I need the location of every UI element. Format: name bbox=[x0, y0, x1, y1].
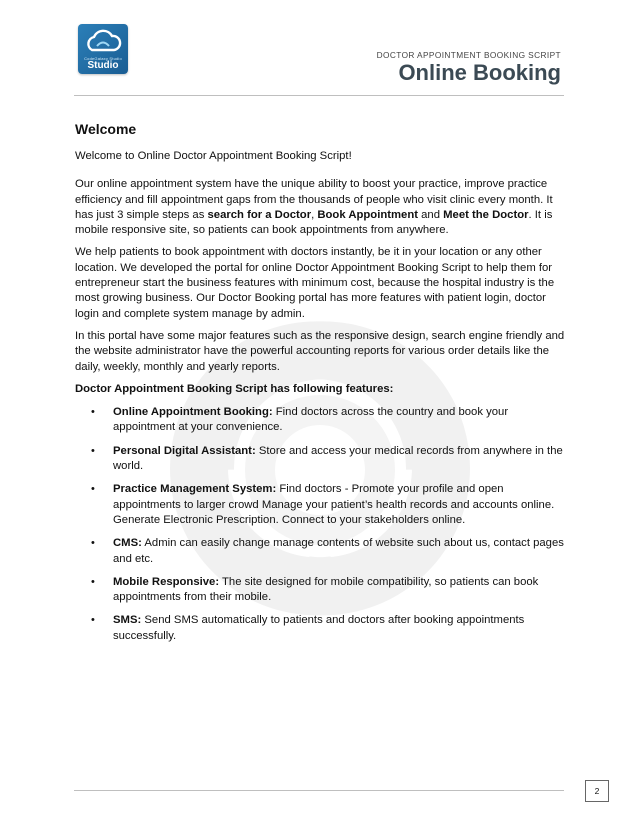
bullet-icon: • bbox=[91, 575, 95, 588]
bullet-icon: • bbox=[91, 406, 95, 419]
footer-divider bbox=[74, 790, 564, 791]
bullet-icon: • bbox=[91, 483, 95, 496]
logo-tagline: CodeGalaxy Studio bbox=[84, 56, 122, 61]
bullet-icon: • bbox=[91, 614, 95, 627]
document-title: Online Booking bbox=[398, 60, 561, 85]
intro-paragraph: Welcome to Online Doctor Appointment Booking Script! bbox=[75, 150, 352, 162]
logo-wordmark: Studio bbox=[87, 60, 119, 71]
feature-item bbox=[75, 536, 565, 567]
feature-description: Find doctors across the country and book your appointment at your convenience. bbox=[113, 406, 509, 434]
steps-text-before: Our online appointment system have the unique ability to boost your practice, improve practice efficiency and fill appointment gaps from the thousands of people who visit clinic every month. It has just 3 simple steps as bbox=[75, 178, 553, 221]
step-meet-doctor: Meet the Doctor bbox=[443, 208, 529, 221]
feature-name: CMS: bbox=[113, 537, 142, 550]
bullet-icon: • bbox=[91, 537, 95, 550]
step-book-appointment: Book Appointment bbox=[317, 208, 418, 221]
cloud-logo-icon bbox=[78, 24, 128, 58]
header-divider bbox=[74, 95, 564, 96]
feature-name: SMS: bbox=[113, 614, 142, 627]
page-number: 2 bbox=[585, 780, 609, 802]
feature-description: Send SMS automatically to patients and doctors after booking appointments successfully. bbox=[113, 614, 525, 642]
feature-name: Mobile Responsive: bbox=[113, 575, 220, 588]
feature-description: Admin can easily change manage contents of website such about us, contact pages and etc. bbox=[113, 537, 564, 565]
feature-description: Find doctors - Promote your profile and open appointments to larger crowd Manage your patient’s health records and accounts online. Generate Electronic Prescription. Connect to your stakeholders online. bbox=[113, 483, 555, 526]
steps-text-after: . It is mobile responsive site, so patients can book appointments from anywhere. bbox=[75, 208, 553, 237]
feature-name: Practice Management System: bbox=[113, 483, 277, 496]
feature-description: The site designed for mobile compatibility, so patients can book appointments from their mobile. bbox=[113, 575, 539, 604]
company-logo bbox=[78, 24, 128, 74]
feature-name: Personal Digital Assistant: bbox=[113, 444, 256, 457]
feature-item bbox=[75, 613, 565, 644]
features-summary-paragraph: In this portal have some major features such as the responsive design, search engine friendly and the website administrator have the powerful accounting reports for various order details like the daily, weekly, monthly and yearly reports. bbox=[75, 329, 565, 373]
features-list bbox=[75, 405, 565, 644]
feature-item bbox=[75, 444, 565, 475]
steps-paragraph: Our online appointment system have the unique ability to boost your practice, improve practice efficiency and fill appointment gaps from the thousands of people who visit clinic every month. It has just 3 simple steps as search for a Doctor, Book Appointment and Meet the Doctor. It is mobile responsive site, so patients can book appointments from anywhere. bbox=[75, 178, 553, 237]
section-heading: Welcome bbox=[75, 121, 137, 137]
step-search-doctor: search for a Doctor bbox=[207, 208, 312, 221]
feature-item bbox=[75, 575, 565, 606]
bullet-icon: • bbox=[91, 444, 95, 457]
feature-item bbox=[75, 405, 565, 436]
feature-description: Store and access your medical records from anywhere in the world. bbox=[113, 444, 563, 473]
features-heading: Doctor Appointment Booking Script has following features: bbox=[75, 382, 394, 395]
feature-name: Online Appointment Booking: bbox=[113, 406, 273, 419]
portal-paragraph: We help patients to book appointment with doctors instantly, be it in your location or any other location. We developed the portal for online Doctor Appointment Booking Script to help them for entrepreneur start the business features with minimum cost, because the hospital industry is the most growing business. Our Doctor Booking portal has more features with patient login, doctor login and complete system manage by admin. bbox=[75, 246, 555, 320]
document-subtitle: DOCTOR APPOINTMENT BOOKING SCRIPT bbox=[376, 50, 561, 60]
feature-item bbox=[75, 482, 565, 528]
document-body bbox=[75, 121, 565, 652]
